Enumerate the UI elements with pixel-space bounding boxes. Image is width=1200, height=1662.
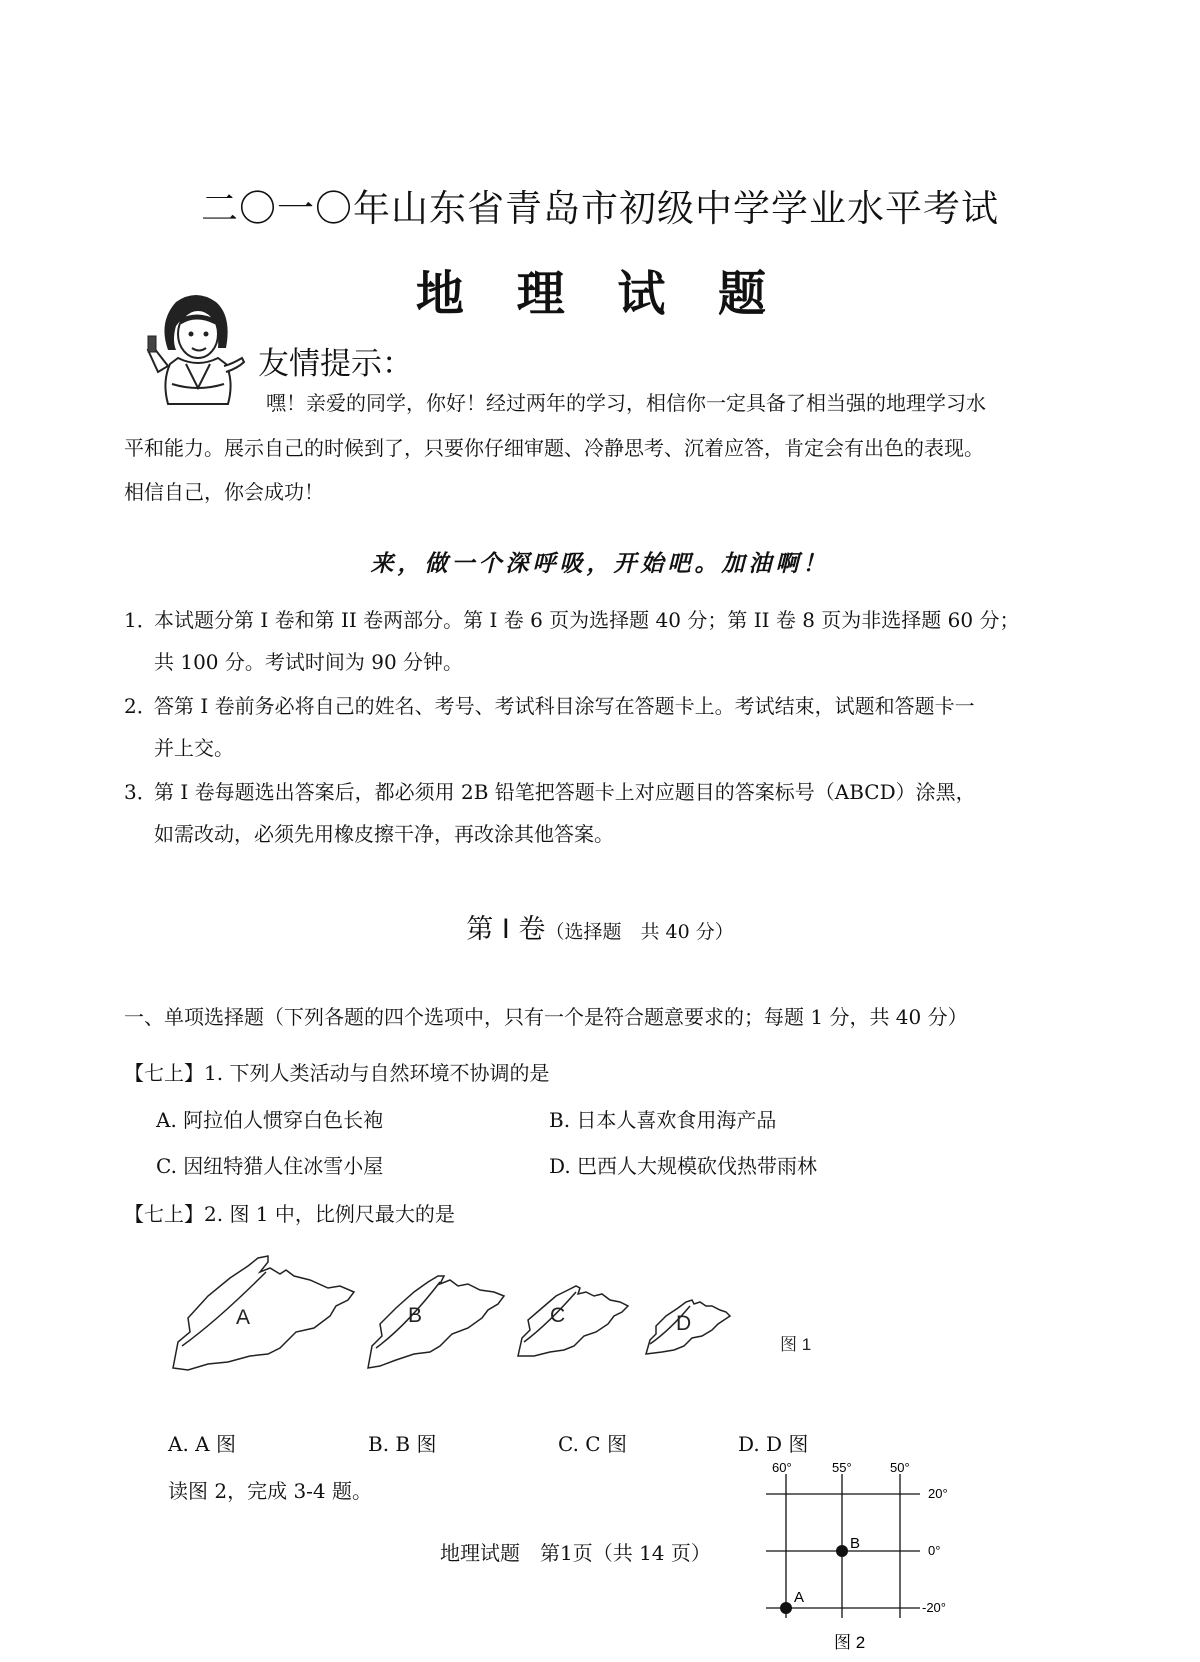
subject-title: 地 理 试 题 <box>415 266 785 322</box>
figure-1-caption: 图 1 <box>780 1335 812 1354</box>
exam-title: 二〇一〇年山东省青岛市初级中学学业水平考试 <box>201 187 999 230</box>
note-1-line-2: 共 100 分。考试时间为 90 分钟。 <box>154 650 464 674</box>
read-figure-2-prompt: 读图 2，完成 3-4 题。 <box>168 1479 373 1503</box>
question-1-option-b: B. 日本人喜欢食用海产品 <box>549 1108 777 1132</box>
motto: 来，做一个深呼吸，开始吧。加油啊！ <box>370 550 830 577</box>
note-3-line-2: 如需改动，必须先用橡皮擦干净，再改涂其他答案。 <box>154 822 614 846</box>
part1-heading: 一、单项选择题（下列各题的四个选项中，只有一个是符合题意要求的；每题 1 分，共 40 分） <box>124 1005 968 1029</box>
note-1-number: 1． <box>124 608 157 632</box>
point-b-label: B <box>850 1535 861 1552</box>
map-b-outline <box>368 1276 504 1368</box>
map-a-outline <box>173 1256 354 1370</box>
tips-line-3: 相信自己，你会成功！ <box>124 480 324 504</box>
section-title-main: 第 I 卷 <box>466 914 546 945</box>
map-c-label: C <box>550 1304 566 1327</box>
question-2-option-c: C. C 图 <box>558 1432 627 1456</box>
latitude-20n-label: 20° <box>928 1486 948 1501</box>
latitude-0-label: 0° <box>928 1543 941 1558</box>
tips-line-1: 嘿！亲爱的同学，你好！经过两年的学习，相信你一定具备了相当强的地理学习水 <box>266 391 986 415</box>
longitude-55-label: 55° <box>832 1460 852 1475</box>
note-2-line-2: 并上交。 <box>154 736 234 760</box>
map-b-label: B <box>408 1304 423 1327</box>
map-d-label: D <box>676 1312 692 1335</box>
question-2-option-b: B. B 图 <box>368 1432 437 1456</box>
question-1-option-d: D. 巴西人大规模砍伐热带雨林 <box>549 1154 818 1178</box>
question-1-stem: 【七上】1. 下列人类活动与自然环境不协调的是 <box>124 1061 550 1085</box>
map-a-label: A <box>236 1306 251 1329</box>
section-title-sub: （选择题 共 40 分） <box>545 921 734 943</box>
question-2-stem: 【七上】2. 图 1 中，比例尺最大的是 <box>124 1202 455 1226</box>
point-b-marker <box>836 1545 848 1557</box>
note-2-line-1: 答第 I 卷前务必将自己的姓名、考号、考试科目涂写在答题卡上。考试结束，试题和答题卡一 <box>154 694 975 718</box>
question-1-option-a: A. 阿拉伯人惯穿白色长袍 <box>156 1108 384 1132</box>
point-a-marker <box>780 1602 792 1614</box>
figure-2-caption: 图 2 <box>834 1633 866 1652</box>
page-footer: 地理试题 第1页（共 14 页） <box>440 1541 711 1565</box>
figure-2 <box>760 1458 980 1658</box>
longitude-60-label: 60° <box>772 1460 792 1475</box>
question-2-option-d: D. D 图 <box>738 1432 809 1456</box>
cartoon-girl-icon <box>146 292 246 410</box>
question-1-option-c: C. 因纽特猎人住冰雪小屋 <box>156 1154 384 1178</box>
tips-heading: 友情提示： <box>258 346 413 382</box>
tips-line-2: 平和能力。展示自己的时候到了，只要你仔细审题、冷静思考、沉着应答，肯定会有出色的表现。 <box>124 436 984 460</box>
section-title <box>0 907 1200 946</box>
figure-1 <box>168 1250 828 1380</box>
note-2-number: 2． <box>124 694 157 718</box>
note-3-number: 3． <box>124 780 157 804</box>
note-3-line-1: 第 I 卷每题选出答案后，都必须用 2B 铅笔把答题卡上对应题目的答案标号（ABCD）涂黑， <box>154 780 976 804</box>
latitude-20s-label: -20° <box>922 1600 946 1615</box>
longitude-50-label: 50° <box>890 1460 910 1475</box>
note-1-line-1: 本试题分第 I 卷和第 II 卷两部分。第 I 卷 6 页为选择题 40 分；第 II 卷 8 页为非选择题 60 分； <box>154 608 1020 632</box>
point-a-label: A <box>794 1589 805 1606</box>
question-2-option-a: A. A 图 <box>168 1432 236 1456</box>
